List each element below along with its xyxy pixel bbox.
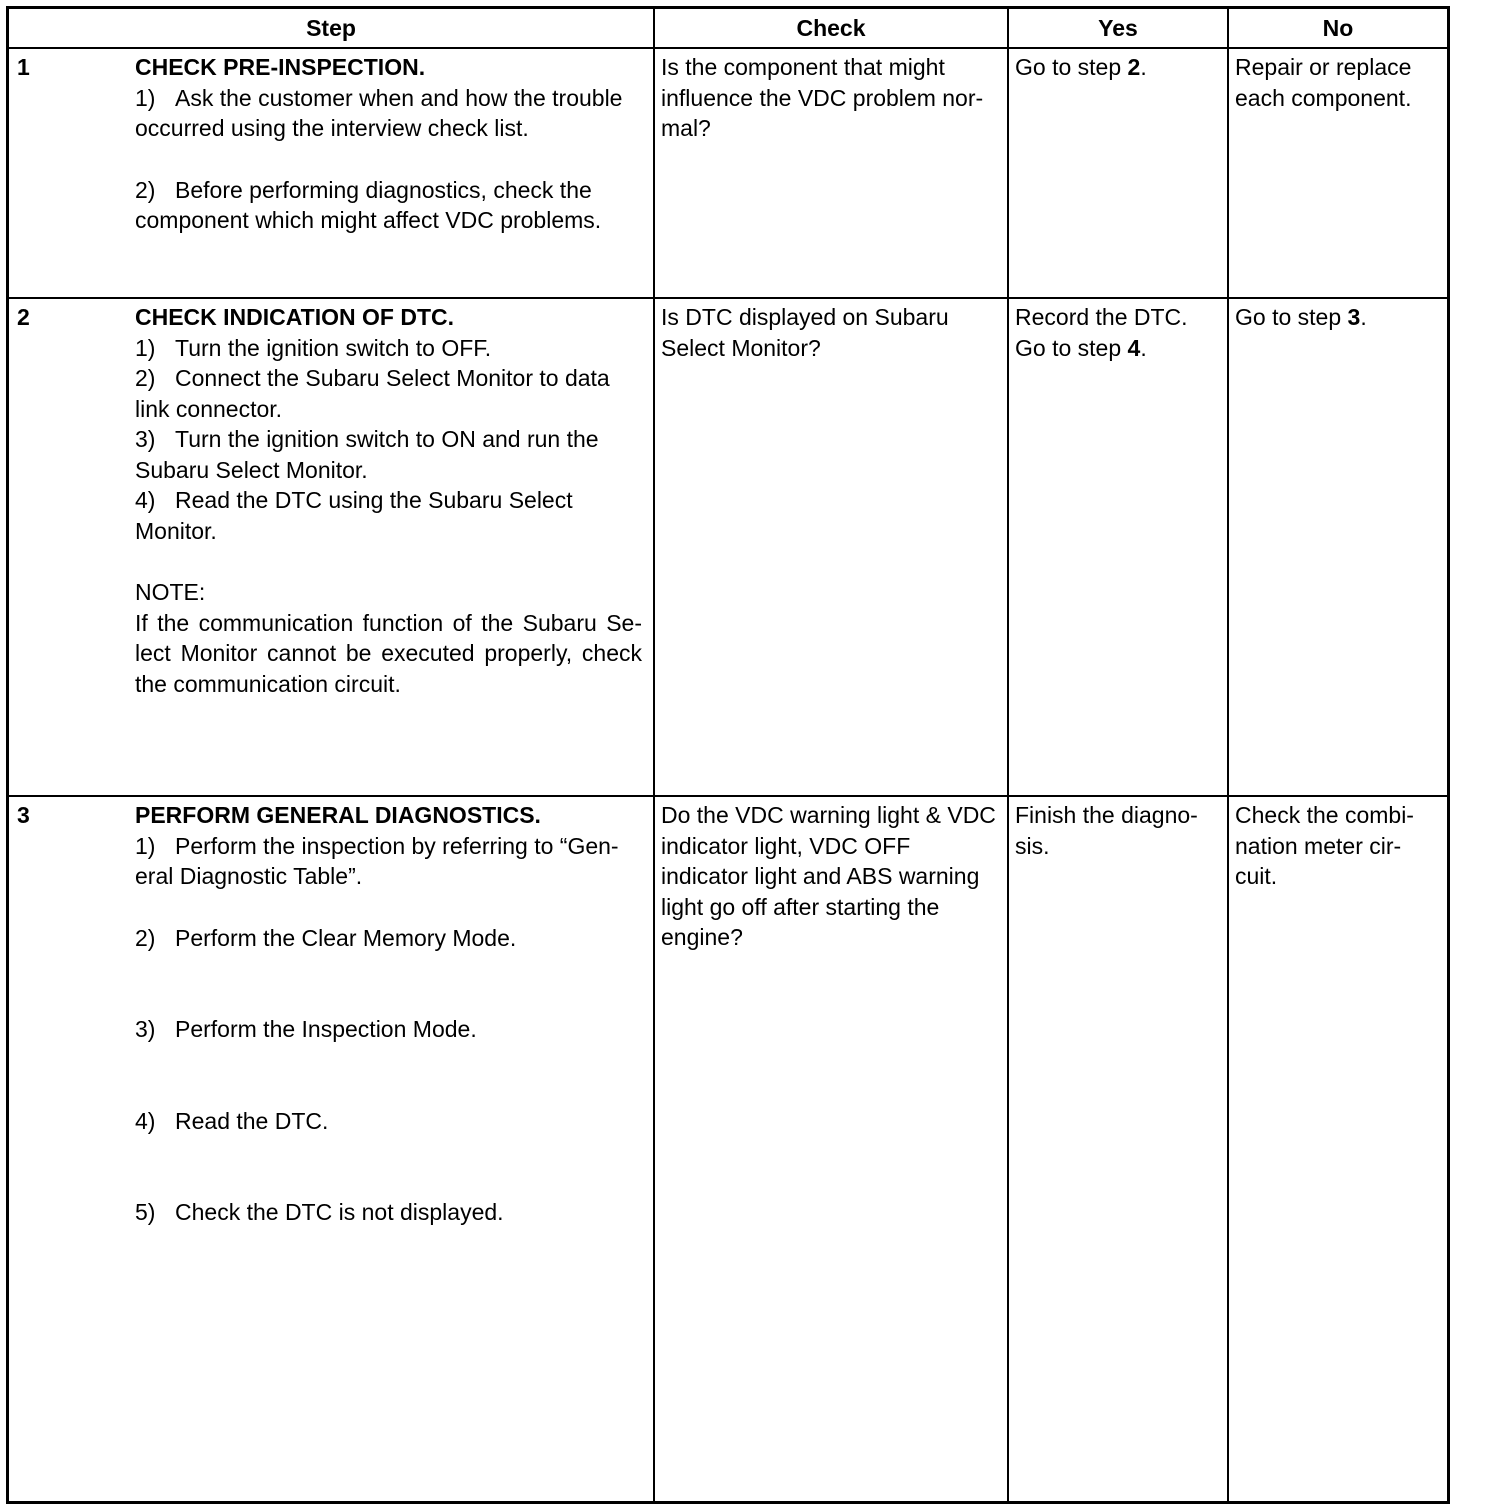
no-text: Repair or replace each component. xyxy=(1235,54,1412,111)
header-no: No xyxy=(1228,9,1447,48)
step-item-text: Turn the ignition switch to ON and run the Subaru Select Monitor. xyxy=(135,426,599,483)
table-header-row xyxy=(9,9,1447,48)
step-title: PERFORM GENERAL DIAGNOSTICS. xyxy=(135,802,541,828)
yes-cell-1 xyxy=(1008,48,1228,298)
yes-text xyxy=(1009,299,1227,363)
step-item xyxy=(135,1197,642,1228)
check-text: Is the component that might influence the VDC problem nor-mal? xyxy=(661,54,984,141)
step-item-number: 4) xyxy=(135,487,156,513)
step-title: CHECK PRE-INSPECTION. xyxy=(135,54,426,80)
step-cell-1 xyxy=(9,48,654,298)
table-row-step-3 xyxy=(9,796,1447,1501)
step-item xyxy=(135,175,642,236)
yes-step-ref: 2 xyxy=(1127,54,1141,80)
note-text: If the communication function of the Subaru Se-lect Monitor cannot be executed properly, check the communication circuit. xyxy=(135,609,642,697)
step-item-text: Perform the inspection by referring to “Gen-eral Diagnostic Table”. xyxy=(135,832,619,889)
header-yes: Yes xyxy=(1008,9,1228,48)
yes-step-ref: 4 xyxy=(1127,334,1141,361)
step-item xyxy=(135,485,642,546)
step-cell-2 xyxy=(9,298,654,796)
step-item-text: Before performing diagnostics, check the component which might affect VDC problems. xyxy=(135,176,602,233)
yes-line xyxy=(1015,333,1222,364)
step-item-text: Read the DTC. xyxy=(175,1107,329,1134)
step-item xyxy=(135,83,642,144)
no-text xyxy=(1229,299,1447,333)
no-prefix: Go to step xyxy=(1235,304,1348,330)
yes-suffix: . xyxy=(1140,54,1147,80)
table-row-step-2 xyxy=(9,298,1447,796)
step-item xyxy=(135,333,642,364)
diagnostic-table xyxy=(9,9,1447,1501)
yes-prefix: Go to step xyxy=(1015,334,1128,361)
step-item-number: 2) xyxy=(135,365,156,391)
no-cell-2 xyxy=(1228,298,1447,796)
step-item-number: 3) xyxy=(135,426,156,452)
no-cell-1 xyxy=(1228,48,1447,298)
step-cell-3 xyxy=(9,796,654,1501)
check-cell-2 xyxy=(654,298,1008,796)
step-item-text: Ask the customer when and how the trouble occurred using the interview check list. xyxy=(135,84,623,141)
step-item-text: Turn the ignition switch to OFF. xyxy=(175,334,492,361)
step-number: 2 xyxy=(17,304,30,330)
header-check: Check xyxy=(654,9,1008,48)
step-item-text: Perform the Clear Memory Mode. xyxy=(175,924,517,951)
no-cell-3 xyxy=(1228,796,1447,1501)
yes-text: Finish the diagno-sis. xyxy=(1015,802,1198,859)
header-step: Step xyxy=(9,9,654,48)
check-cell-3 xyxy=(654,796,1008,1501)
step-item-text: Check the DTC is not displayed. xyxy=(175,1199,504,1225)
yes-suffix: . xyxy=(1140,334,1147,361)
step-title: CHECK INDICATION OF DTC. xyxy=(135,304,455,330)
step-item-text: Connect the Subaru Select Monitor to data link connector. xyxy=(135,365,610,422)
check-text: Is DTC displayed on Subaru Select Monitor? xyxy=(661,304,949,361)
step-item-number: 4) xyxy=(135,1107,156,1134)
step-item-number: 1) xyxy=(135,832,156,859)
step-item-text: Perform the Inspection Mode. xyxy=(175,1016,477,1042)
note-label: NOTE: xyxy=(135,579,206,605)
step-item xyxy=(135,363,642,424)
check-cell-1 xyxy=(654,48,1008,298)
step-item-text: Read the DTC using the Subaru Select Monitor. xyxy=(135,487,573,544)
step-item-number: 1) xyxy=(135,84,156,111)
yes-cell-2 xyxy=(1008,298,1228,796)
step-item xyxy=(135,831,642,892)
no-step-ref: 3 xyxy=(1347,304,1361,330)
step-item-number: 1) xyxy=(135,334,156,361)
yes-cell-3 xyxy=(1008,796,1228,1501)
step-item xyxy=(135,1106,642,1137)
step-item xyxy=(135,1014,642,1045)
table-row-step-1 xyxy=(9,48,1447,298)
step-item xyxy=(135,424,642,485)
step-item-number: 2) xyxy=(135,924,156,951)
step-number: 3 xyxy=(17,802,30,828)
step-item xyxy=(135,923,642,954)
yes-prefix: Go to step xyxy=(1015,54,1128,80)
yes-text xyxy=(1009,49,1227,83)
step-number: 1 xyxy=(17,54,30,80)
step-item-number: 2) xyxy=(135,176,156,203)
check-text: Do the VDC warning light & VDC indicator light, VDC OFF indicator light and ABS warning light go off after starting the engine? xyxy=(661,802,996,950)
step-item-number: 5) xyxy=(135,1199,156,1225)
no-text: Check the combi-nation meter cir-cuit. xyxy=(1235,802,1414,889)
no-suffix: . xyxy=(1360,304,1367,330)
yes-line: Record the DTC. xyxy=(1015,304,1188,330)
diagnostic-table-frame xyxy=(6,6,1450,1504)
step-item-number: 3) xyxy=(135,1016,156,1042)
